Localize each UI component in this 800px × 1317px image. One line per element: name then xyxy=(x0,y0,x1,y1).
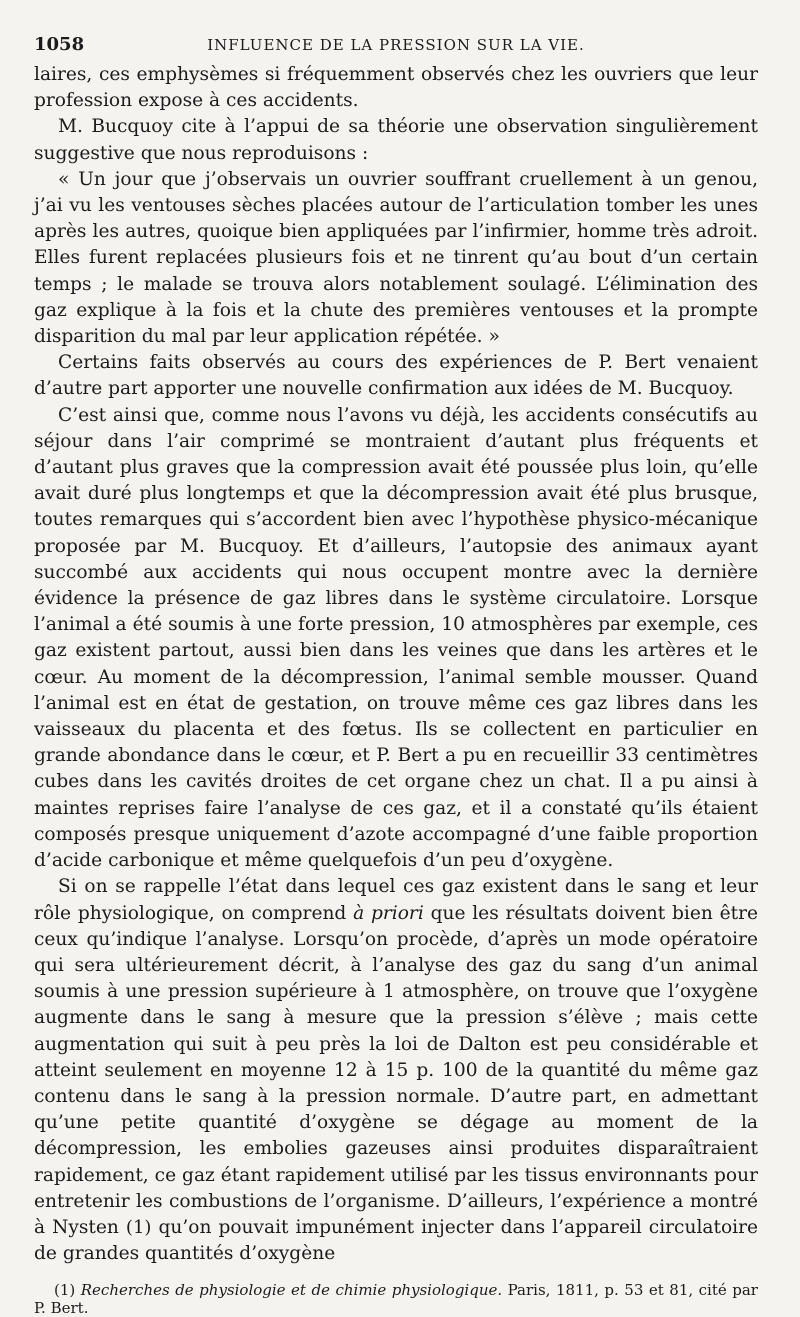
running-title: INFLUENCE DE LA PRESSION SUR LA VIE. xyxy=(207,36,585,54)
footnote-title: Recherches de physiologie et de chimie physiologique. xyxy=(80,1281,503,1300)
footnote-marker: (1) xyxy=(54,1281,76,1300)
footnote-citation: Paris, 1811, p. 53 et 81, cité par P. Bert. xyxy=(34,1281,758,1317)
paragraph-quoted-observation: « Un jour que j’observais un ouvrier souffrant cruellement à un genou, j’ai vu les ventouses sèches placées autour de l’articulation tomber les unes après les autres, quoique bien appliquées par l’infirmier, homme très adroit. Elles furent replacées plusieurs fois et ne tinrent qu’au bout d’un certain temps ; le malade se trouva alors notablement soulagé. L’élimination des gaz explique à la fois et la chute des premières ventouses et la prompte disparition du mal par leur application répétée. » xyxy=(34,168,758,348)
paragraph-continuation: laires, ces emphysèmes si fréquemment observés chez les ouvriers que leur profession expose à ces accidents. xyxy=(34,64,758,112)
paragraph-bert-experiments: Certains faits observés au cours des expériences de P. Bert venaient d’autre part apporter une nouvelle confirmation aux idées de M. Bucquoy. xyxy=(34,352,758,400)
paragraph-autopsy-findings: C’est ainsi que, comme nous l’avons vu déjà, les accidents consécutifs au séjour dans l’air comprimé se montraient d’autant plus fréquents et d’autant plus graves que la compression avait été poussée plus loin, qu’elle avait duré plus longtemps et que la décompression avait été plus brusque, toutes remarques qui s’accordent bien avec l’hypothèse physico-mécanique proposée par M. Bucquoy. Et d’ailleurs, l’autopsie des animaux ayant succombé aux accidents qui nous occupent montre avec la dernière évidence la présence de gaz libres dans le système circulatoire. Lorsque l’animal a été soumis à une forte pression, 10 atmosphères par exemple, ces gaz existent partout, aussi bien dans les veines que dans les artères et le cœur. Au moment de la décompression, l’animal semble mousser. Quand l’animal est en état de gestation, on trouve même ces gaz libres dans les vaisseaux du placenta et des fœtus. Ils se collectent en particulier en grande abondance dans le cœur, et P. Bert a pu en recueillir 33 centimètres cubes dans les cavités droites de cet organe chez un chat. Il a pu ainsi à maintes reprises faire l’analyse de ces gaz, et il a constaté qu’ils étaient composés presque uniquement d’azote accompagné d’une faible proportion d’acide carbonique et même quelquefois d’un peu d’oxygène. xyxy=(34,404,758,872)
paragraph-oxygen-text-2: que les résultats doivent bien être ceux qu’indique l’analyse. Lorsqu’on procède, d’après un mode opératoire qui sera ultérieurement décrit, à l’analyse des gaz du sang d’un animal soumis à une pression supérieure à 1 atmosphère, on trouve que l’oxygène augmente dans le sang à mesure que la pression s’élève ; mais cette augmentation qui suit à peu près la loi de Dalton est peu considérable et atteint seulement en moyenne 12 à 15 p. 100 de la quantité du même gaz contenu dans le sang à la pression normale. D’autre part, en admettant qu’une petite quantité d’oxygène se dégage au moment de la décompression, les embolies gazeuses ainsi produites disparaîtraient rapidement, ce gaz étant rapidement utilisé par les tissus environnants pour entretenir les combustions de l’organisme. D’ailleurs, l’expérience a montré à Nysten xyxy=(34,902,759,1238)
footnote xyxy=(34,1281,758,1317)
paragraph-oxygen-text-3: qu’on pouvait impunément injecter dans l’appareil circulatoire de grandes quantités d’oxygène xyxy=(34,1216,758,1265)
footnote-reference: (1) xyxy=(125,1216,152,1238)
paragraph-oxygen-analysis xyxy=(34,874,758,1267)
body-text xyxy=(34,62,758,1267)
italic-phrase: à priori xyxy=(353,902,424,924)
page-number: 1058 xyxy=(34,34,85,55)
page-header xyxy=(34,28,758,62)
paragraph-bucquoy-citation: M. Bucquoy cite à l’appui de sa théorie une observation singulièrement suggestive que nous reproduisons : xyxy=(34,116,758,164)
paragraph-oxygen-text-1: Si on se rappelle l’état dans lequel ces gaz existent dans le sang et leur rôle physiologique, on comprend xyxy=(34,876,758,924)
